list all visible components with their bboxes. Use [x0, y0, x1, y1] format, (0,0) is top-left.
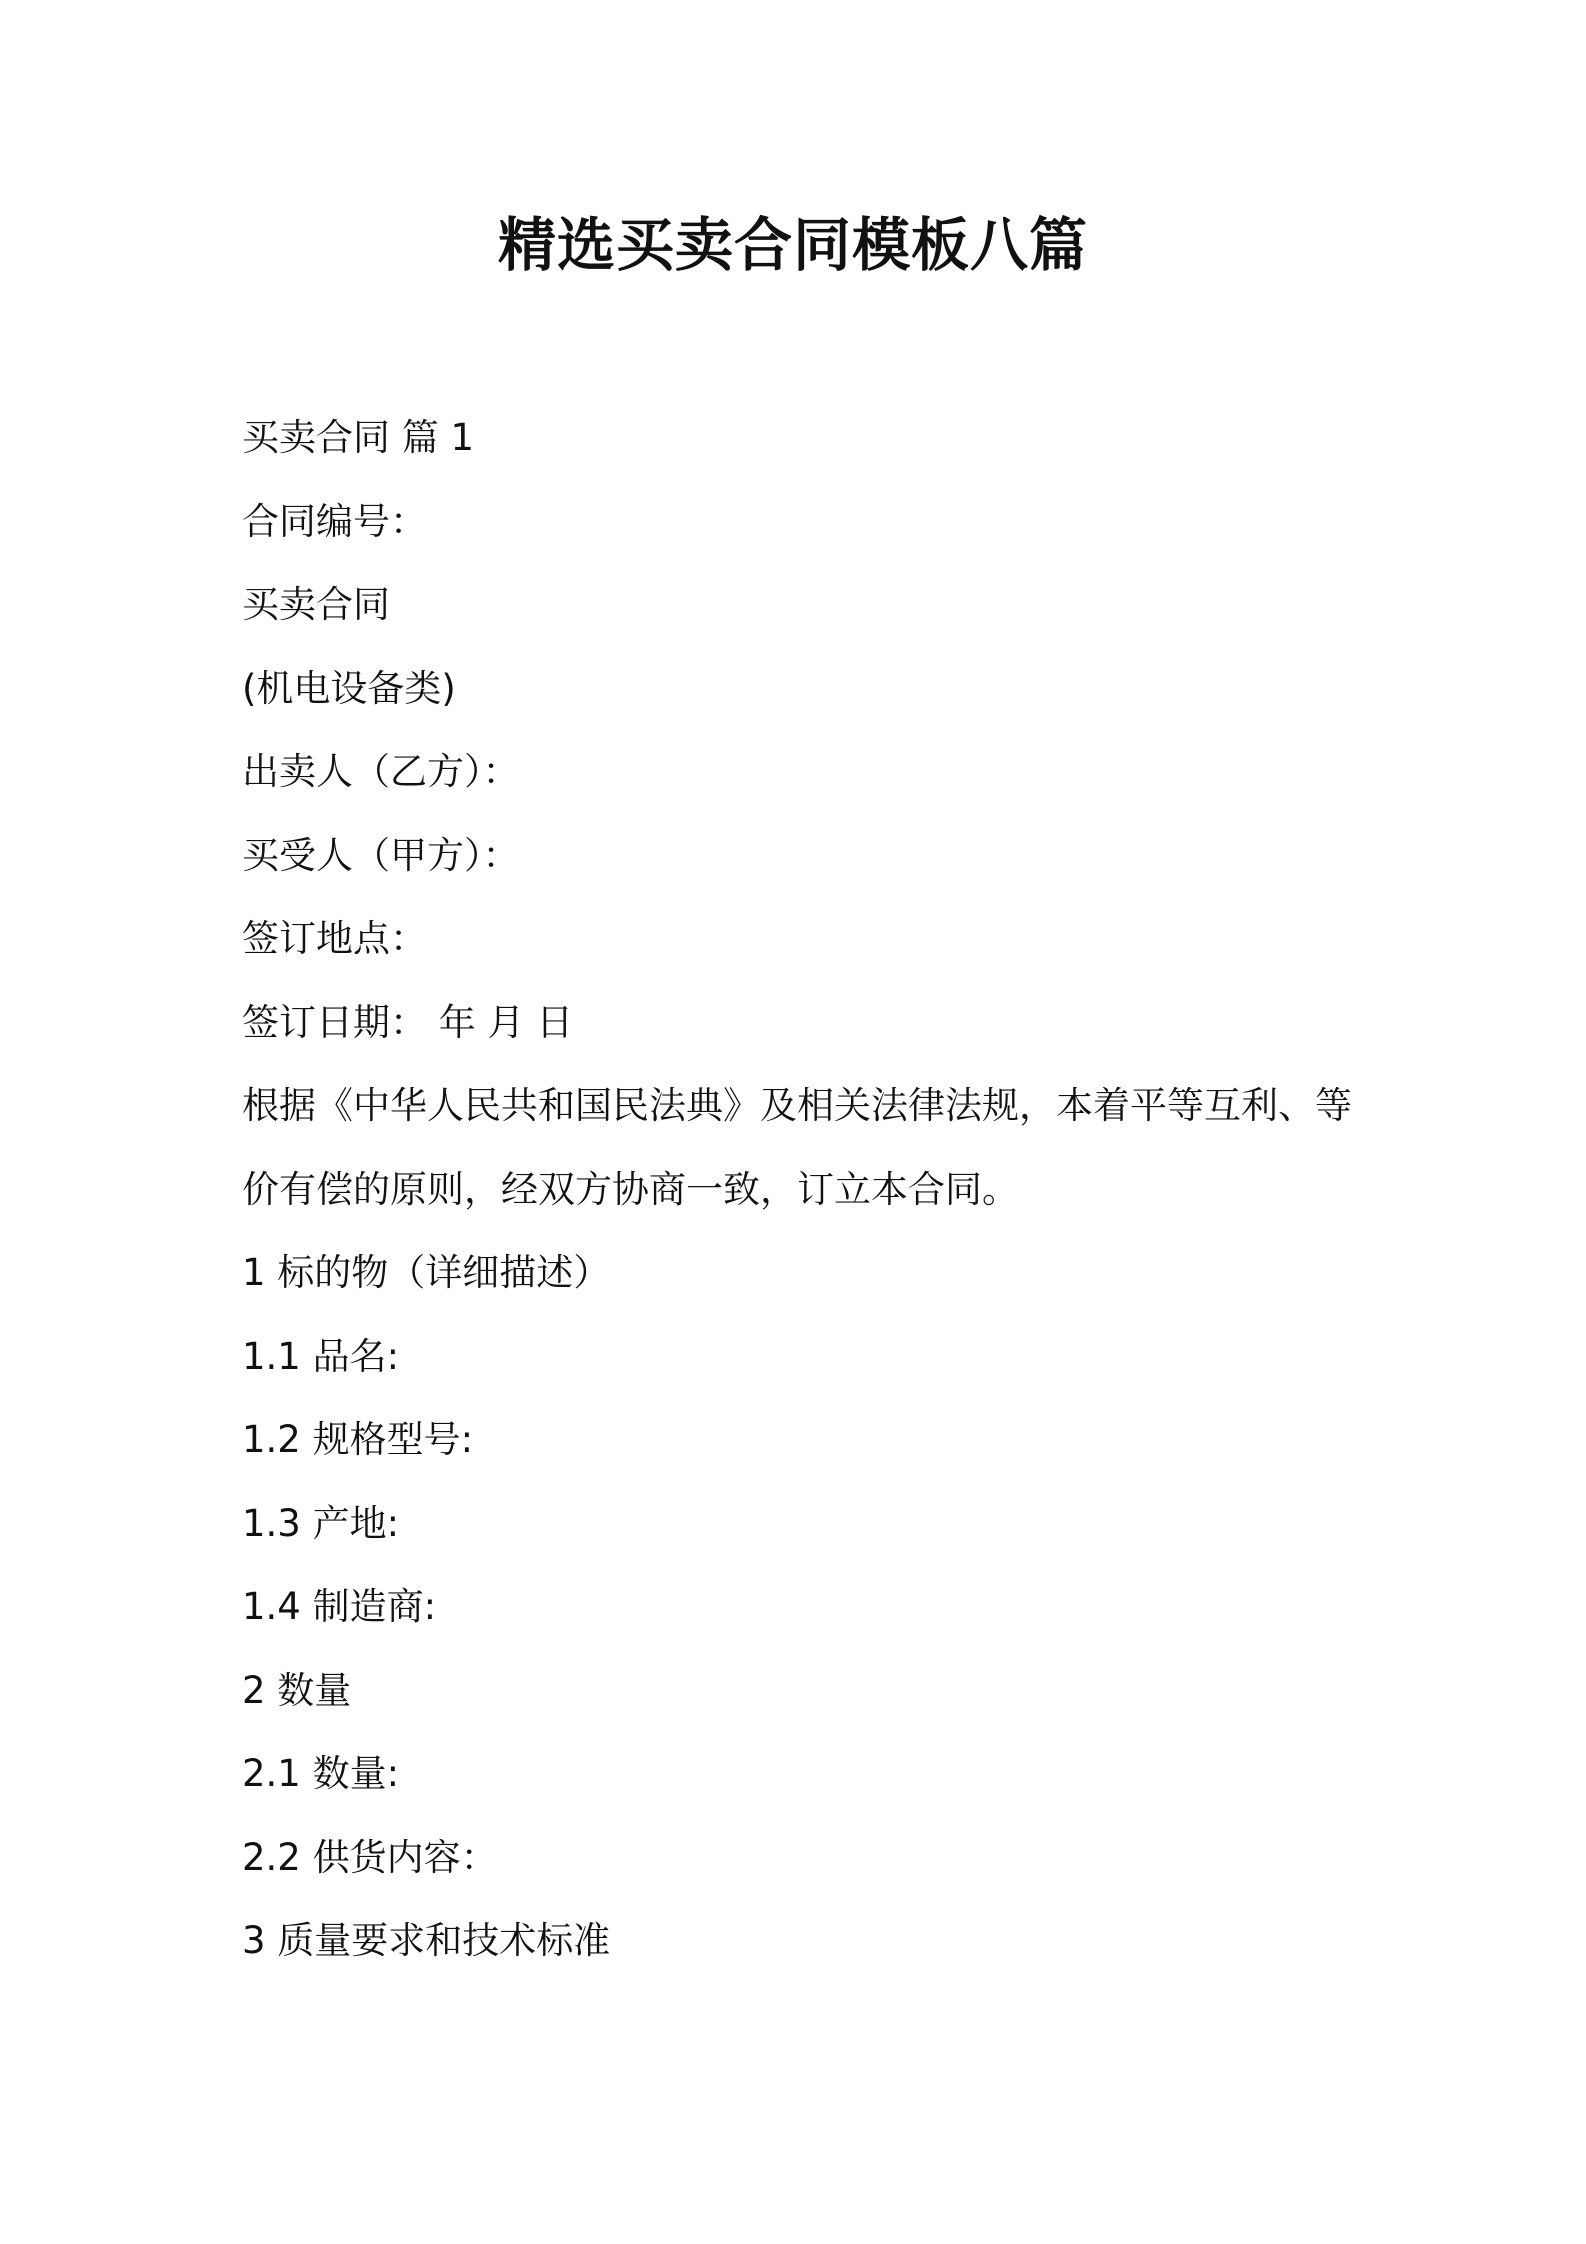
contract-number-field: 合同编号：: [242, 499, 427, 543]
clause-1-4: 1.4 制造商:: [242, 1585, 437, 1628]
document-body: [242, 396, 1362, 1983]
contract-category: (机电设备类): [242, 666, 456, 710]
preamble-line-1: 根据《中华人民共和国民法典》及相关法律法规，本着平等互利、等: [242, 1084, 1352, 1127]
section-heading: 买卖合同 篇 1: [242, 416, 475, 459]
document-title: 精选买卖合同模板八篇: [497, 211, 1088, 279]
clause-2-2: 2.2 供货内容：: [242, 1835, 498, 1879]
signing-date-field: 签订日期： 年 月 日: [242, 1000, 574, 1044]
contract-title: 买卖合同: [242, 583, 390, 626]
clause-3-heading: 3 质量要求和技术标准: [242, 1919, 611, 1962]
signing-place-field: 签订地点：: [242, 917, 427, 960]
clause-1-3: 1.3 产地:: [242, 1501, 400, 1545]
preamble-line-2: 价有偿的原则，经双方协商一致，订立本合同。: [242, 1167, 1019, 1211]
seller-field: 出卖人（乙方）：: [242, 750, 520, 793]
clause-1-2: 1.2 规格型号:: [242, 1418, 474, 1461]
clause-2-heading: 2 数量: [242, 1668, 352, 1712]
clause-1-1: 1.1 品名:: [242, 1334, 400, 1378]
clause-2-1: 2.1 数量:: [242, 1752, 400, 1795]
clause-1-heading: 1 标的物（详细描述）: [242, 1251, 611, 1294]
buyer-field: 买受人（甲方）：: [242, 833, 520, 877]
